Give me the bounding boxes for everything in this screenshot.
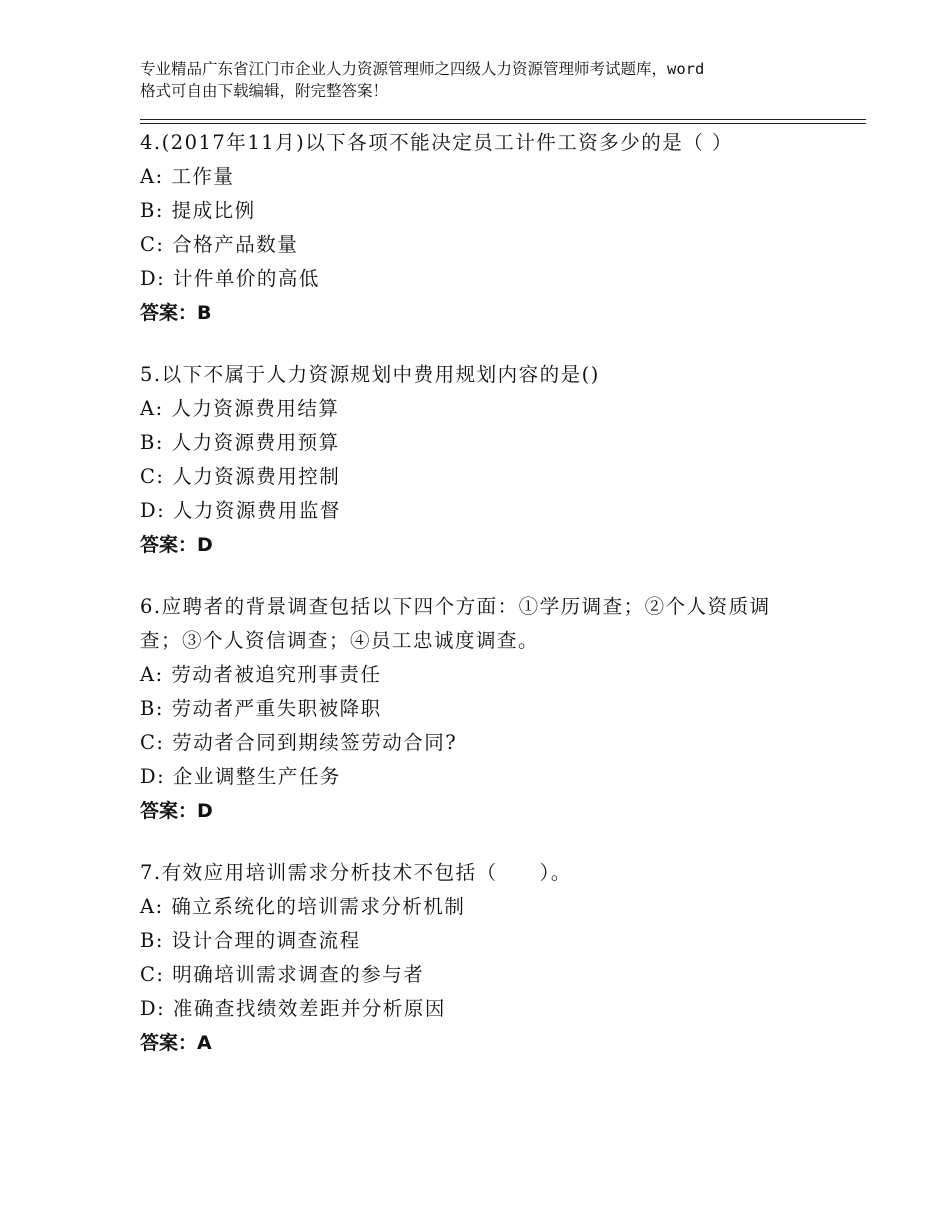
header-line-2: 格式可自由下载编辑，附完整答案！: [140, 82, 389, 100]
question-list: [140, 126, 820, 1088]
option-c: C: 人力资源费用控制: [140, 465, 341, 488]
option-d: D: 准确查找绩效差距并分析原因: [140, 997, 446, 1020]
question-text-line-2: 查；③个人资信调查；④员工忠诚度调查。: [140, 629, 540, 652]
option-c: C: 劳动者合同到期续签劳动合同?: [140, 731, 458, 754]
option-d: D: 人力资源费用监督: [140, 499, 341, 522]
question-6: [140, 590, 820, 828]
option-a: A: 人力资源费用结算: [140, 397, 340, 420]
question-text: 4.(2017年11月)以下各项不能决定员工计件工资多少的是（ ）: [140, 131, 733, 154]
option-b: B: 设计合理的调查流程: [140, 929, 361, 952]
answer: 答案：A: [140, 1032, 212, 1054]
option-a: A: 确立系统化的培训需求分析机制: [140, 895, 466, 918]
question-5: [140, 358, 820, 562]
header-divider-secondary: [140, 123, 866, 124]
question-4: [140, 126, 820, 330]
option-c: C: 明确培训需求调查的参与者: [140, 963, 425, 986]
answer: 答案：B: [140, 302, 212, 324]
answer: 答案：D: [140, 800, 213, 822]
option-b: B: 人力资源费用预算: [140, 431, 340, 454]
question-text-line-1: 6.应聘者的背景调查包括以下四个方面：①学历调查；②个人资质调: [140, 595, 771, 618]
header-line-1: 专业精品广东省江门市企业人力资源管理师之四级人力资源管理师考试题库，word: [140, 60, 705, 78]
option-b: B: 劳动者严重失职被降职: [140, 697, 382, 720]
document-header: [140, 58, 830, 102]
option-d: D: 企业调整生产任务: [140, 765, 341, 788]
question-text: 5.以下不属于人力资源规划中费用规划内容的是(): [140, 363, 600, 386]
option-d: D: 计件单价的高低: [140, 267, 320, 290]
header-divider: [140, 119, 866, 120]
answer: 答案：D: [140, 534, 213, 556]
question-text: 7.有效应用培训需求分析技术不包括（ ）。: [140, 861, 572, 884]
option-b: B: 提成比例: [140, 199, 256, 222]
option-a: A: 劳动者被追究刑事责任: [140, 663, 382, 686]
question-7: [140, 856, 820, 1060]
option-c: C: 合格产品数量: [140, 233, 299, 256]
option-a: A: 工作量: [140, 165, 235, 188]
